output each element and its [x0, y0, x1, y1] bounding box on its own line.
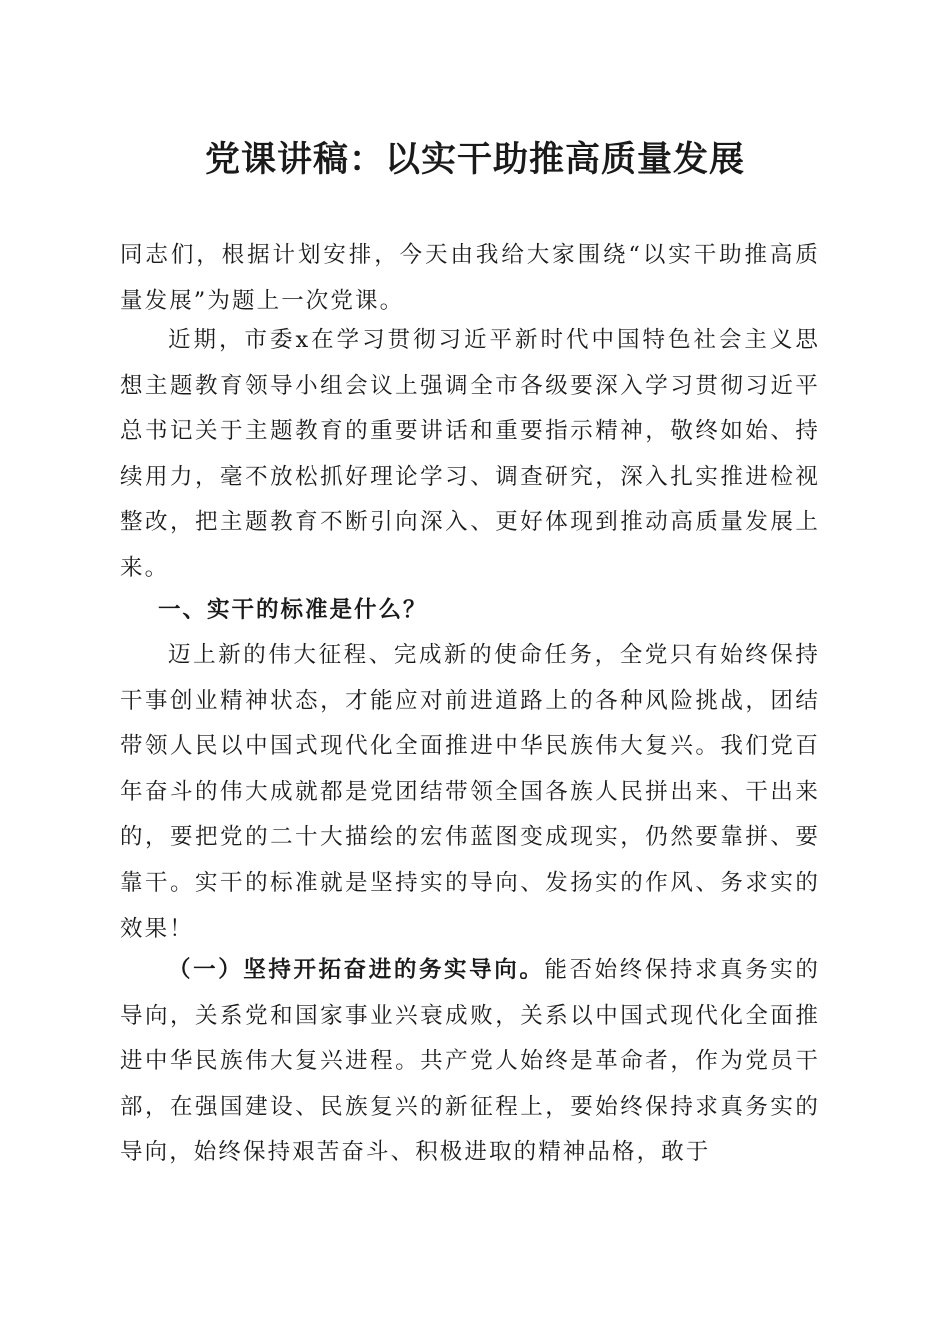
intro-paragraph: 同志们，根据计划安排，今天由我给大家围绕“以实干助推高质量发展”为题上一次党课。 [120, 242, 820, 314]
subsection-1-body: 能否始终保持求真务实的导向，关系党和国家事业兴衰成败，关系以中国式现代化全面推进中华民族伟大复兴进程。共产党人始终是革命者，作为党员干部，在强国建设、民族复兴的新征程上，要始终保持求真务实的导向，始终保持艰苦奋斗、积极进取的精神品格，敢于 [120, 957, 820, 1166]
subsection-1-lead: （一）坚持开拓奋进的务实导向。 [168, 957, 545, 983]
document-title: 党课讲稿：以实干助推高质量发展 [204, 139, 745, 180]
context-paragraph: 近期，市委x在学习贯彻习近平新时代中国特色社会主义思想主题教育领导小组会议上强调全市各级要深入学习贯彻习近平总书记关于主题教育的重要讲话和重要指示精神，敬终如始、持续用力，毫不放松抓好理论学习、调查研究，深入扎实推进检视整改，把主题教育不断引向深入、更好体现到推动高质量发展上来。 [120, 327, 820, 581]
subsection-1-paragraph [120, 948, 820, 1176]
section-heading-1: 一、实干的标准是什么？ [158, 597, 428, 623]
section-1-paragraph: 迈上新的伟大征程、完成新的使命任务，全党只有始终保持干事创业精神状态，才能应对前进道路上的各种风险挑战，团结带领人民以中国式现代化全面推进中华民族伟大复兴。我们党百年奋斗的伟大成就都是党团结带领全国各族人民拼出来、干出来的，要把党的二十大描绘的宏伟蓝图变成现实，仍然要靠拼、要靠干。实干的标准就是坚持实的导向、发扬实的作风、务求实的效果！ [120, 642, 820, 942]
